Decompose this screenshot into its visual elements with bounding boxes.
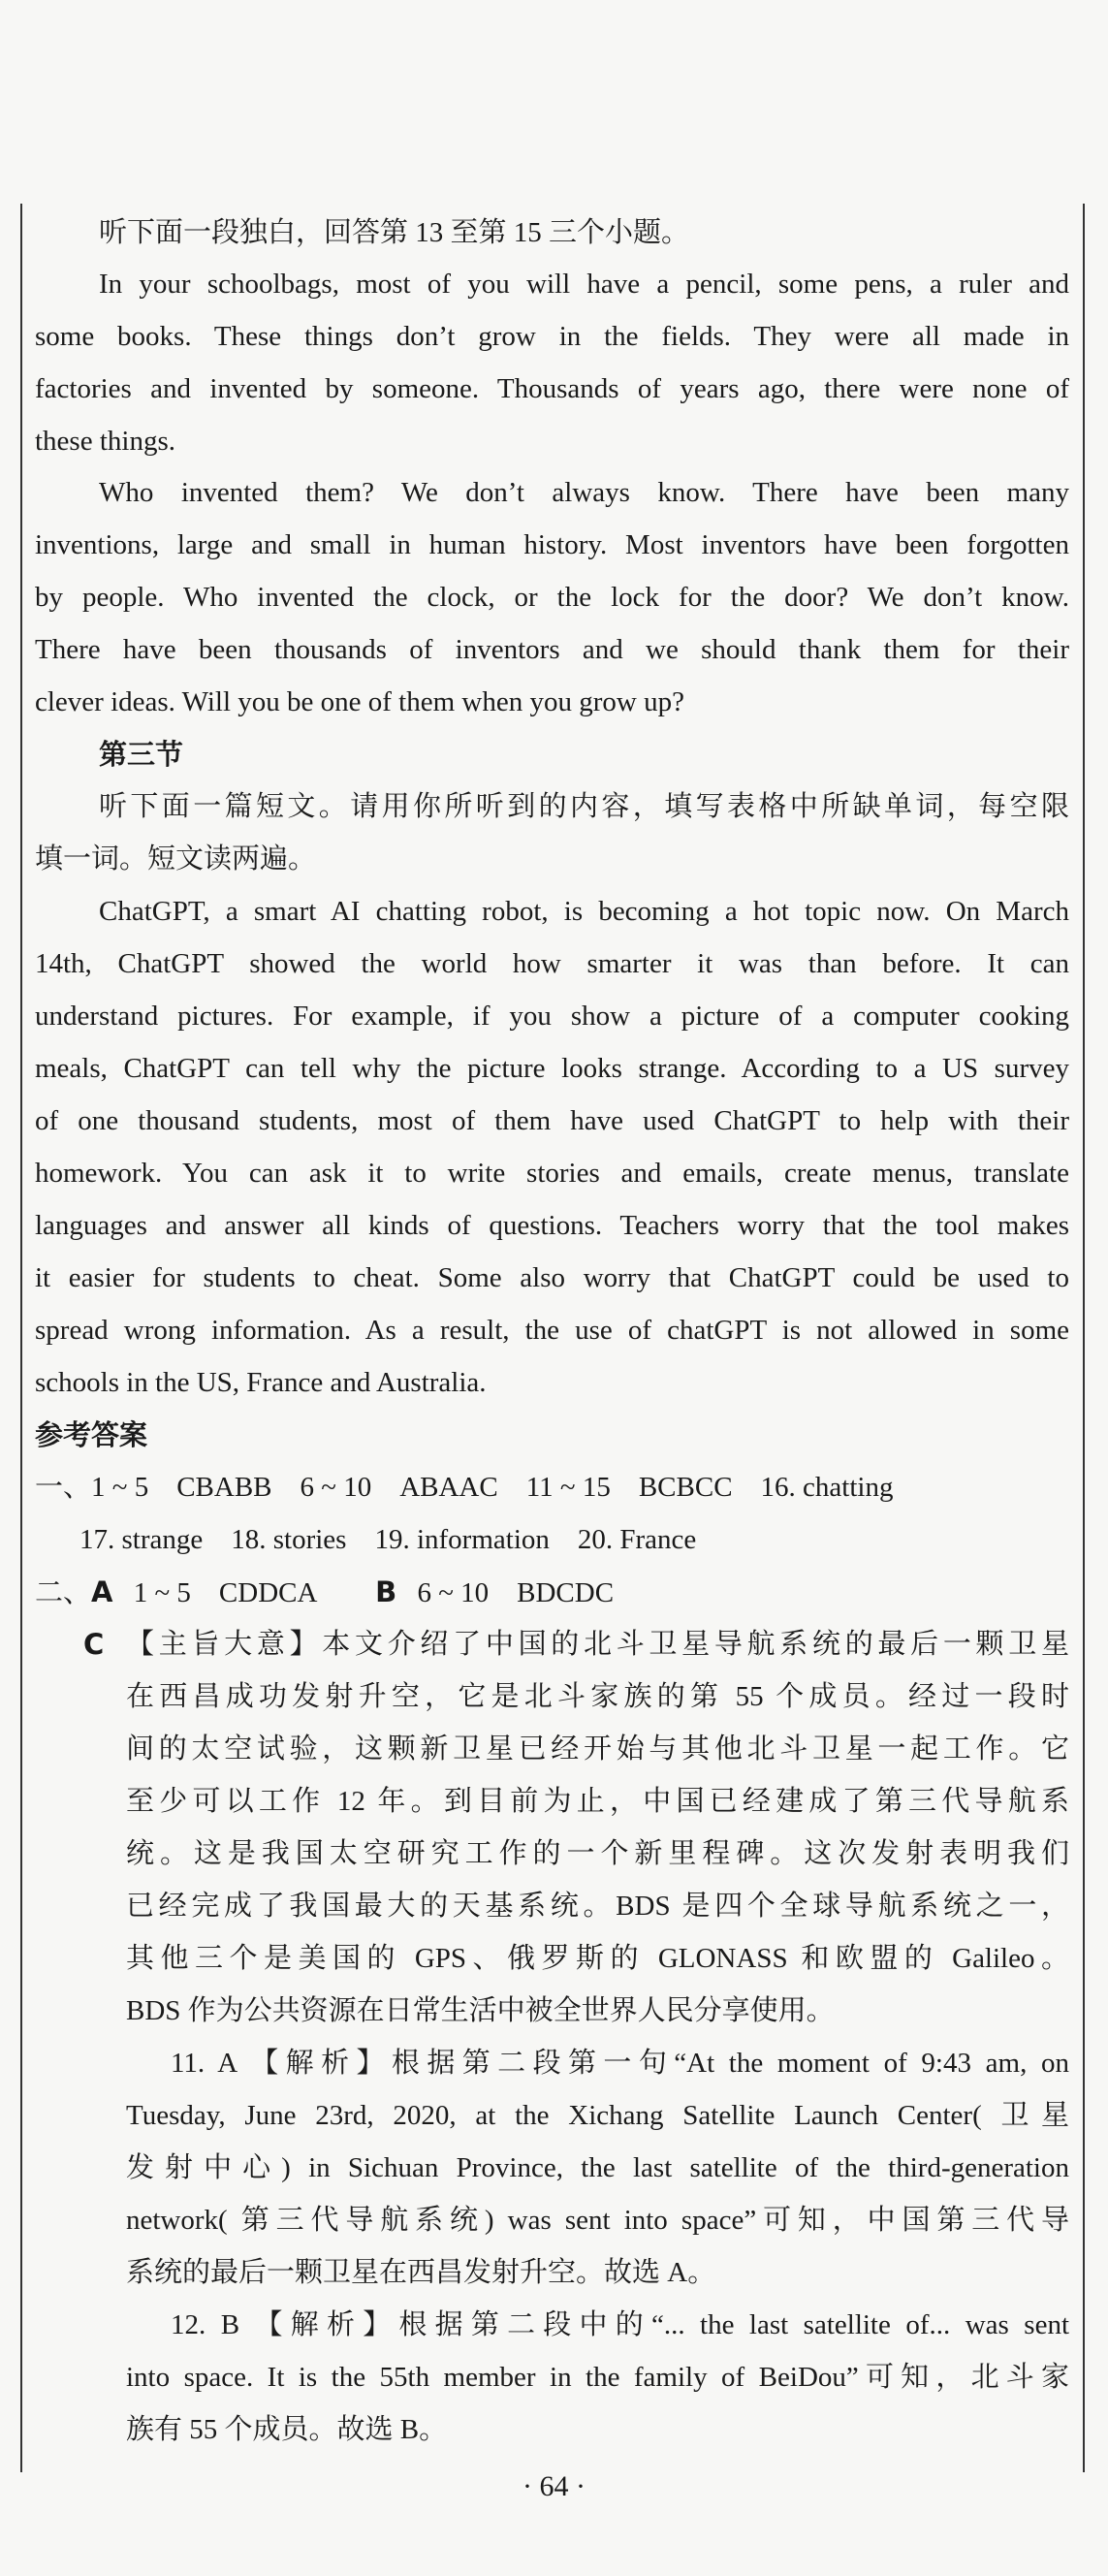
q11-explanation-line: network( 第三代导航系统) was sent into space”可知，中国第三代导	[126, 2205, 1069, 2236]
passage-line: languages and answer all kinds of questions. Teachers worry that the tool makes	[35, 1210, 1069, 1241]
q11-explanation-line: 发射中心) in Sichuan Province, the last satellite of the third-generation	[126, 2152, 1069, 2183]
page-number: · 64 ·	[522, 2470, 586, 2502]
c-summary-line: 其他三个是美国的 GPS、俄罗斯的 GLONASS 和欧盟的 Galileo。	[126, 1943, 1069, 1974]
passage-line: understand pictures. For example, if you show a picture of a computer cooking	[35, 1001, 1069, 1032]
answers-part1-line: 17. strange 18. stories 19. information 20. France	[79, 1524, 697, 1555]
monologue-line: factories and invented by someone. Thousands of years ago, there were none of	[35, 373, 1069, 404]
answers-part1-line: 一、1 ~ 5 CBABB 6 ~ 10 ABAAC 11 ~ 15 BCBCC 16. chatting	[35, 1472, 894, 1503]
part2-b-label: B	[375, 1575, 397, 1608]
part2-b-answers: 6 ~ 10 BDCDC	[417, 1577, 615, 1608]
monologue-line: In your schoolbags, most of you will have a pencil, some pens, a ruler and	[99, 269, 1069, 300]
monologue-line: Who invented them? We don’t always know. There have been many	[99, 477, 1069, 508]
c-summary-line: BDS 作为公共资源在日常生活中被全世界人民分享使用。	[126, 1995, 835, 2026]
q12-explanation-line: into space. It is the 55th member in the family of BeiDou”可知，北斗家	[126, 2362, 1069, 2393]
passage-line: spread wrong information. As a result, the use of chatGPT is not allowed in some	[35, 1315, 1069, 1346]
q12-explanation-line: 族有 55 个成员。故选 B。	[126, 2414, 448, 2445]
monologue-line: some books. These things don’t grow in the fields. They were all made in	[35, 321, 1069, 352]
answers-heading: 参考答案	[35, 1418, 148, 1451]
q11-explanation-line: 11. A 【解析】根据第二段第一句“At the moment of 9:43 am, on	[171, 2048, 1069, 2079]
answers-part2-line	[35, 1573, 614, 1612]
part2-a-answers: 1 ~ 5 CDDCA	[133, 1577, 316, 1608]
monologue-line: these things.	[35, 426, 175, 457]
passage-line: of one thousand students, most of them have used ChatGPT to help with their	[35, 1105, 1069, 1136]
monologue-line: clever ideas. Will you be one of them when you grow up?	[35, 686, 684, 717]
c-summary-line: 【主旨大意】本文介绍了中国的北斗卫星导航系统的最后一颗卫星	[126, 1629, 1069, 1660]
section3-instruction: 听下面一篇短文。请用你所听到的内容，填写表格中所缺单词，每空限	[99, 791, 1069, 822]
part-c-label: C	[83, 1628, 105, 1661]
part2-a-label: A	[91, 1575, 113, 1608]
c-summary-line: 统。这是我国太空研究工作的一个新里程碑。这次发射表明我们	[126, 1838, 1069, 1869]
monologue-line: by people. Who invented the clock, or the lock for the door? We don’t know.	[35, 582, 1069, 613]
passage-line: 14th, ChatGPT showed the world how smarter it was than before. It can	[35, 948, 1069, 979]
right-margin-rule	[1083, 204, 1085, 2472]
passage-line: meals, ChatGPT can tell why the picture looks strange. According to a US survey	[35, 1053, 1069, 1084]
section3-heading: 第三节	[99, 738, 184, 771]
section3-instruction: 填一词。短文读两遍。	[35, 843, 317, 875]
c-summary-line: 间的太空试验，这颗新卫星已经开始与其他北斗卫星一起工作。它	[126, 1733, 1069, 1765]
monologue-line: inventions, large and small in human history. Most inventors have been forgotten	[35, 529, 1069, 560]
c-summary-line: 已经完成了我国最大的天基系统。BDS 是四个全球导航系统之一，	[126, 1891, 1069, 1922]
c-summary-line: 在西昌成功发射升空，它是北斗家族的第 55 个成员。经过一段时	[126, 1681, 1069, 1712]
q11-explanation-line: Tuesday, June 23rd, 2020, at the Xichang Satellite Launch Center( 卫星	[126, 2100, 1069, 2131]
passage-line: ChatGPT, a smart AI chatting robot, is becoming a hot topic now. On March	[99, 896, 1069, 927]
passage-line: it easier for students to cheat. Some also worry that ChatGPT could be used to	[35, 1262, 1069, 1293]
c-summary-line: 至少可以工作 12 年。到目前为止，中国已经建成了第三代导航系	[126, 1786, 1069, 1817]
monologue-line: There have been thousands of inventors and we should thank them for their	[35, 634, 1069, 665]
part2-prefix: 二、	[35, 1577, 92, 1608]
passage-line: schools in the US, France and Australia.	[35, 1367, 487, 1398]
listening-intro: 听下面一段独白，回答第 13 至第 15 三个小题。	[99, 217, 690, 248]
left-margin-rule	[20, 204, 22, 2472]
q11-explanation-line: 系统的最后一颗卫星在西昌发射升空。故选 A。	[126, 2257, 716, 2288]
q12-explanation-line: 12. B 【解析】根据第二段中的“... the last satellite of... was sent	[171, 2309, 1069, 2340]
passage-line: homework. You can ask it to write stories and emails, create menus, translate	[35, 1158, 1069, 1189]
